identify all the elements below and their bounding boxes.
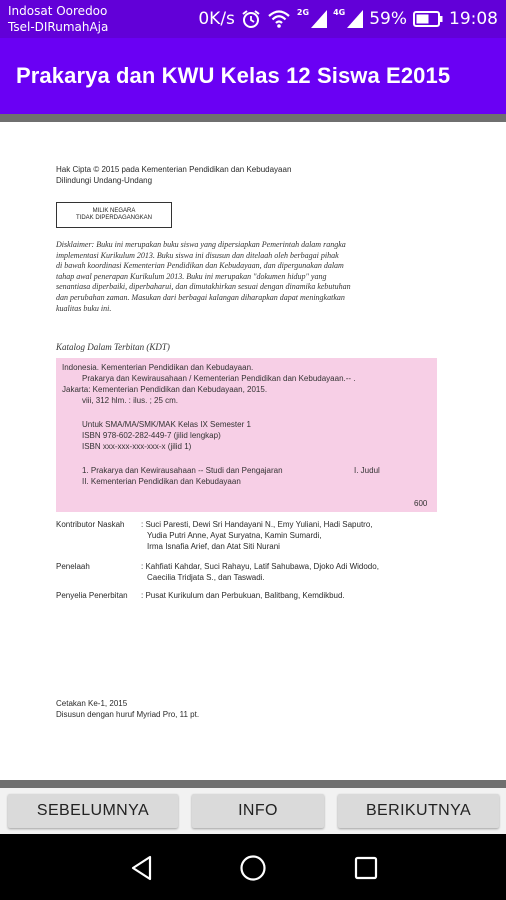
disclaimer-line: di bawah koordinasi Kementerian Pendidikan dan Kebudayaan, dan dipergunakan dalam [56,261,344,271]
catalog-line: Untuk SMA/MA/SMK/MAK Kelas IX Semester 1 [82,420,251,429]
home-icon[interactable] [239,854,267,882]
contributor-label: Kontributor Naskah [56,520,125,529]
catalog-box [56,358,437,512]
previous-button[interactable]: SEBELUMNYA [8,794,178,828]
app-title: Prakarya dan KWU Kelas 12 Siswa E2015 [16,63,451,88]
catalog-line: II. Kementerian Pendidikan dan Kebudayaan [82,477,241,486]
disclaimer-line: senantiasa diperbaiki, diperbaharui, dan dimutakhirkan sesuai dengan dinamika kebutuhan [56,282,351,292]
printing-text: Cetakan Ke-1, 2015 [56,699,128,708]
status-icons [198,8,498,30]
catalog-line: I. Judul [354,466,380,475]
system-navigation-bar [0,834,506,900]
ownership-stamp [56,202,172,228]
battery-percent: 59% [369,9,407,29]
copyright-text: Hak Cipta © 2015 pada Kementerian Pendidikan dan Kebudayaan [56,165,292,174]
signal-icon [311,10,327,28]
signal-icon [347,10,363,28]
carrier-name-1: Indosat Ooredoo [8,4,108,18]
disclaimer-line: tahap awal penerapan Kurikulum 2013. Buku ini merupakan "dokumen hidup" yang [56,271,327,281]
catalog-line: ISBN xxx-xxx-xxx-xxx-x (jilid 1) [82,442,192,451]
reviewer-value: Caecilia Tridjata S., dan Taswadi. [147,573,265,582]
disclaimer-line: implementasi Kurikulum 2013. Buku siswa ini disusun dan ditelaah oleh berbagai pihak [56,250,339,260]
contributor-value: Irma Isnafia Arief, dan Atat Siti Nurani [147,542,280,551]
stamp-line-1: MILIK NEGARA [92,208,136,214]
info-button[interactable]: INFO [192,794,324,828]
catalog-line: ISBN 978-602-282-449-7 (jilid lengkap) [82,431,221,440]
page-divider-bottom [0,780,506,788]
catalog-line: Jakarta: Kementerian Pendidikan dan Kebudayaan, 2015. [62,385,268,394]
back-icon[interactable] [128,854,156,882]
battery-icon [413,11,443,27]
document-page[interactable] [0,122,506,780]
network-type-1: 2G [296,8,310,17]
font-note-text: Disusun dengan huruf Myriad Pro, 11 pt. [56,710,200,719]
catalog-code: 600 [414,499,428,508]
clock: 19:08 [449,9,498,29]
app-bar [0,38,506,114]
disclaimer-paragraph [56,240,438,314]
alarm-icon [241,9,261,29]
stamp-line-2: TIDAK DIPERDAGANGKAN [75,215,152,221]
status-bar [0,0,506,38]
network-speed: 0K/s [198,9,235,29]
disclaimer-line: kualitas buku ini. [56,303,112,313]
catalog-line: 1. Prakarya dan Kewirausahaan -- Studi dan Pengajaran [82,466,283,475]
contributor-value: : Suci Paresti, Dewi Sri Handayani N., Emy Yuliani, Hadi Saputro, [141,520,373,529]
recents-icon[interactable] [352,854,380,882]
kdt-heading: Katalog Dalam Terbitan (KDT) [56,342,170,352]
catalog-line: Prakarya dan Kewirausahaan / Kementerian Pendidikan dan Kebudayaan.-- . [82,374,356,383]
protected-text: Dilindungi Undang-Undang [56,176,153,185]
network-type-2: 4G [333,8,346,17]
publisher-label: Penyelia Penerbitan [56,591,128,600]
catalog-line: viii, 312 hlm. : ilus. ; 25 cm. [82,396,179,405]
contributor-value: Yudia Putri Anne, Ayat Suryatna, Kamin Sumardi, [147,531,322,540]
reviewer-value: : Kahfiati Kahdar, Suci Rahayu, Latif Sahubawa, Djoko Adi Widodo, [141,562,379,571]
publisher-value: : Pusat Kurikulum dan Perbukuan, Balitbang, Kemdikbud. [141,591,345,600]
carrier-name-2: Tsel-DIRumahAja [8,20,109,34]
wifi-icon [267,9,291,29]
reviewer-label: Penelaah [56,562,90,571]
catalog-line: Indonesia. Kementerian Pendidikan dan Kebudayaan. [62,363,254,372]
navigation-button-bar [0,788,506,834]
disclaimer-line: dan perubahan zaman. Masukan dari berbagai kalangan diharapkan dapat meningkatkan [56,292,345,302]
page-divider-top [0,114,506,122]
disclaimer-line: Disklaimer: Buku ini merupakan buku siswa yang dipersiapkan Pemerintah dalam rangka [56,240,346,249]
next-button[interactable]: BERIKUTNYA [338,794,499,828]
